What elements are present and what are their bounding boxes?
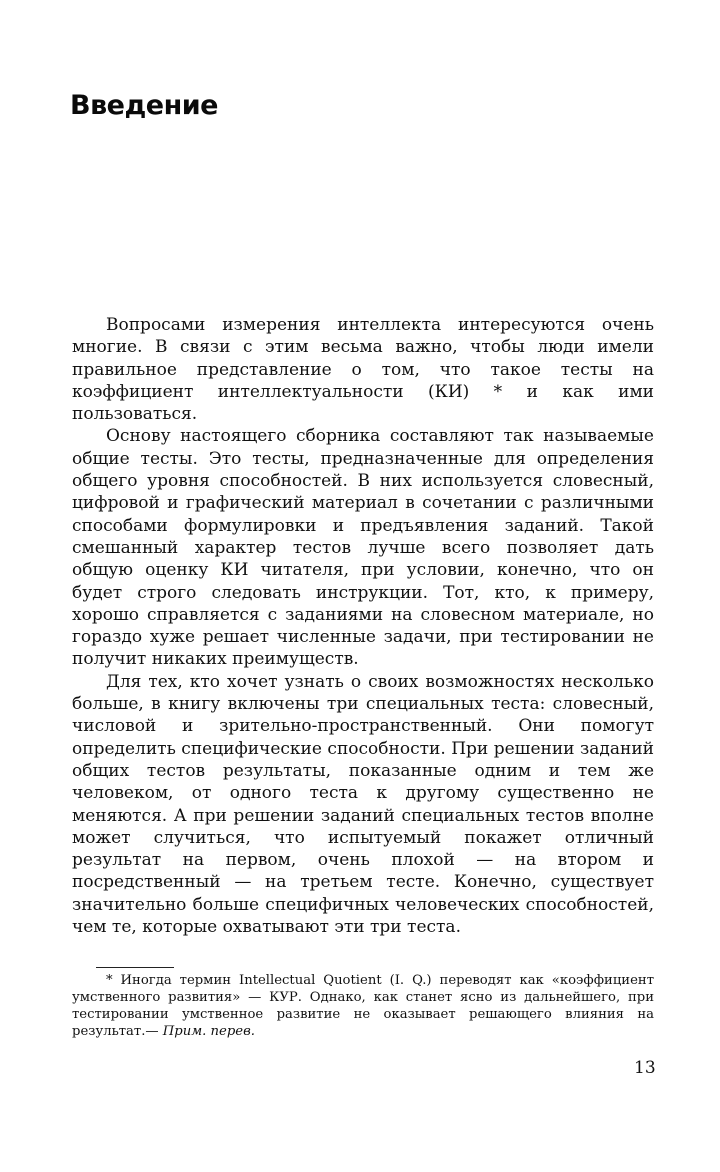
paragraph-1: Вопросами измерения интеллекта интересуются очень многие. В связи с этим весьма важно, чтобы люди имели правильное представление о том, что такое тесты на коэффициент интеллектуальности (КИ) * и как ими пользоваться. <box>72 315 654 425</box>
body-text <box>72 314 654 938</box>
footnote <box>72 972 654 1040</box>
paragraph-3: Для тех, кто хочет узнать о своих возможностях несколько больше, в книгу включены три специальных теста: словесный, числовой и зрительно-пространственный. Они помогут определить специфические способности. При решении заданий общих тестов результаты, показанные одним и тем же человеком, от одного теста к другому существенно не меняются. А при решении заданий специальных тестов вполне может случиться, что испытуемый покажет отличный результат на первом, очень плохой — на втором и посредственный — на третьем тесте. Конечно, существует значительно больше специфичных человеческих способностей, чем те, которые охватывают эти три теста. <box>72 671 654 938</box>
chapter-heading: Введение <box>70 90 218 121</box>
footnote-text: * Иногда термин Intellectual Quotient (I. Q.) переводят как «коэффициент умственного развития» — КУР. Однако, как станет ясно из дальнейшего, при тестировании умственное развитие не оказывает решающего влияния на результат.— <box>72 973 654 1039</box>
footnote-divider <box>96 967 174 968</box>
translator-note: Прим. перев. <box>162 1024 255 1039</box>
page-number: 13 <box>634 1058 656 1078</box>
paragraph-2: Основу настоящего сборника составляют так называемые общие тесты. Это тесты, предназначенные для определения общего уровня способностей. В них используется словесный, цифровой и графический материал в сочетании с различными способами формулировки и предъявления заданий. Такой смешанный характер тестов лучше всего позволяет дать общую оценку КИ читателя, при условии, конечно, что он будет строго следовать инструкции. Тот, кто, к примеру, хорошо справляется с заданиями на словесном материале, но гораздо хуже решает численные задачи, при тестировании не получит никаких преимуществ. <box>72 426 654 670</box>
